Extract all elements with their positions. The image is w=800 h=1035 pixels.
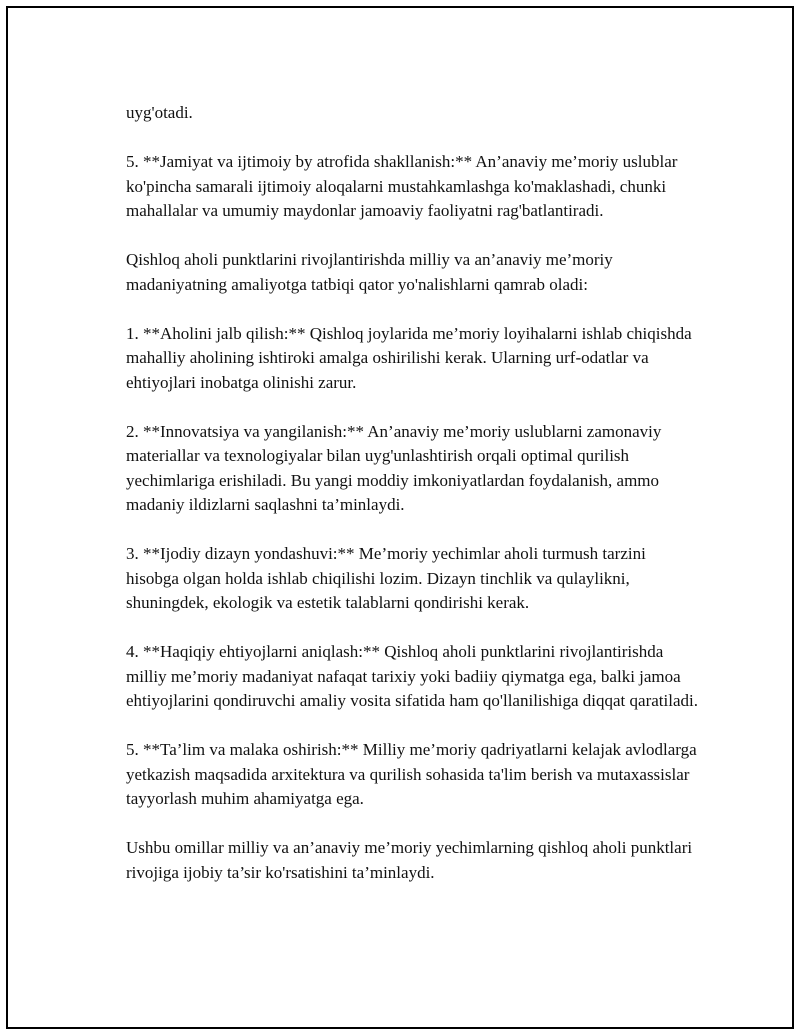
paragraph-intro: Qishloq aholi punktlarini rivojlantirishda milliy va an’anaviy me’moriy madaniyatning amaliyotga tatbiqi qator yo'nalishlarni qamrab oladi: [126,250,613,294]
paragraph-continuation: uyg'otadi. [126,103,193,122]
paragraph-item-5-social: 5. **Jamiyat va ijtimoiy by atrofida shakllanish:** An’anaviy me’moriy uslublar ko'pincha samarali ijtimoiy aloqalarni mustahkamlashga ko'maklashadi, chunki mahallalar va umumiy maydonlar jamoaviy faoliyatni rag'batlantiradi. [126,152,678,220]
document-body [126,101,698,885]
paragraph-item-3: 3. **Ijodiy dizayn yondashuvi:** Me’moriy yechimlar aholi turmush tarzini hisobga olgan holda ishlab chiqilishi lozim. Dizayn tinchlik va qulaylikni, shuningdek, ekologik va estetik talablarni qondirishi kerak. [126,544,646,612]
paragraph-item-5: 5. **Ta’lim va malaka oshirish:** Milliy me’moriy qadriyatlarni kelajak avlodlarga yetkazish maqsadida arxitektura va qurilish sohasida ta'lim berish va mutaxassislar tayyorlash muhim ahamiyatga ega. [126,740,697,808]
paragraph-item-4: 4. **Haqiqiy ehtiyojlarni aniqlash:** Qishloq aholi punktlarini rivojlantirishda milliy me’moriy madaniyat nafaqat tarixiy yoki badiiy qiymatga ega, balki jamoa ehtiyojlarini qondiruvchi amaliy vosita sifatida ham qo'llanilishiga diqqat qaratiladi. [126,642,698,710]
paragraph-item-1: 1. **Aholini jalb qilish:** Qishloq joylarida me’moriy loyihalarni ishlab chiqishda mahalliy aholining ishtiroki amalga oshirilishi kerak. Ularning urf-odatlar va ehtiyojlari inobatga olinishi zarur. [126,323,692,392]
paragraph-item-2: 2. **Innovatsiya va yangilanish:** An’anaviy me’moriy uslublarni zamonaviy materiallar va texnologiyalar bilan uyg'unlashtirish orqali optimal qurilish yechimlariga erishiladi. Bu yangi moddiy imkoniyatlardan foydalanish, ammo madaniy ildizlarni saqlashni ta’minlaydi. [126,421,662,514]
page-frame [6,6,794,1029]
paragraph-conclusion: Ushbu omillar milliy va an’anaviy me’moriy yechimlarning qishloq aholi punktlari rivojiga ijobiy ta’sir ko'rsatishini ta’minlaydi. [126,838,693,882]
